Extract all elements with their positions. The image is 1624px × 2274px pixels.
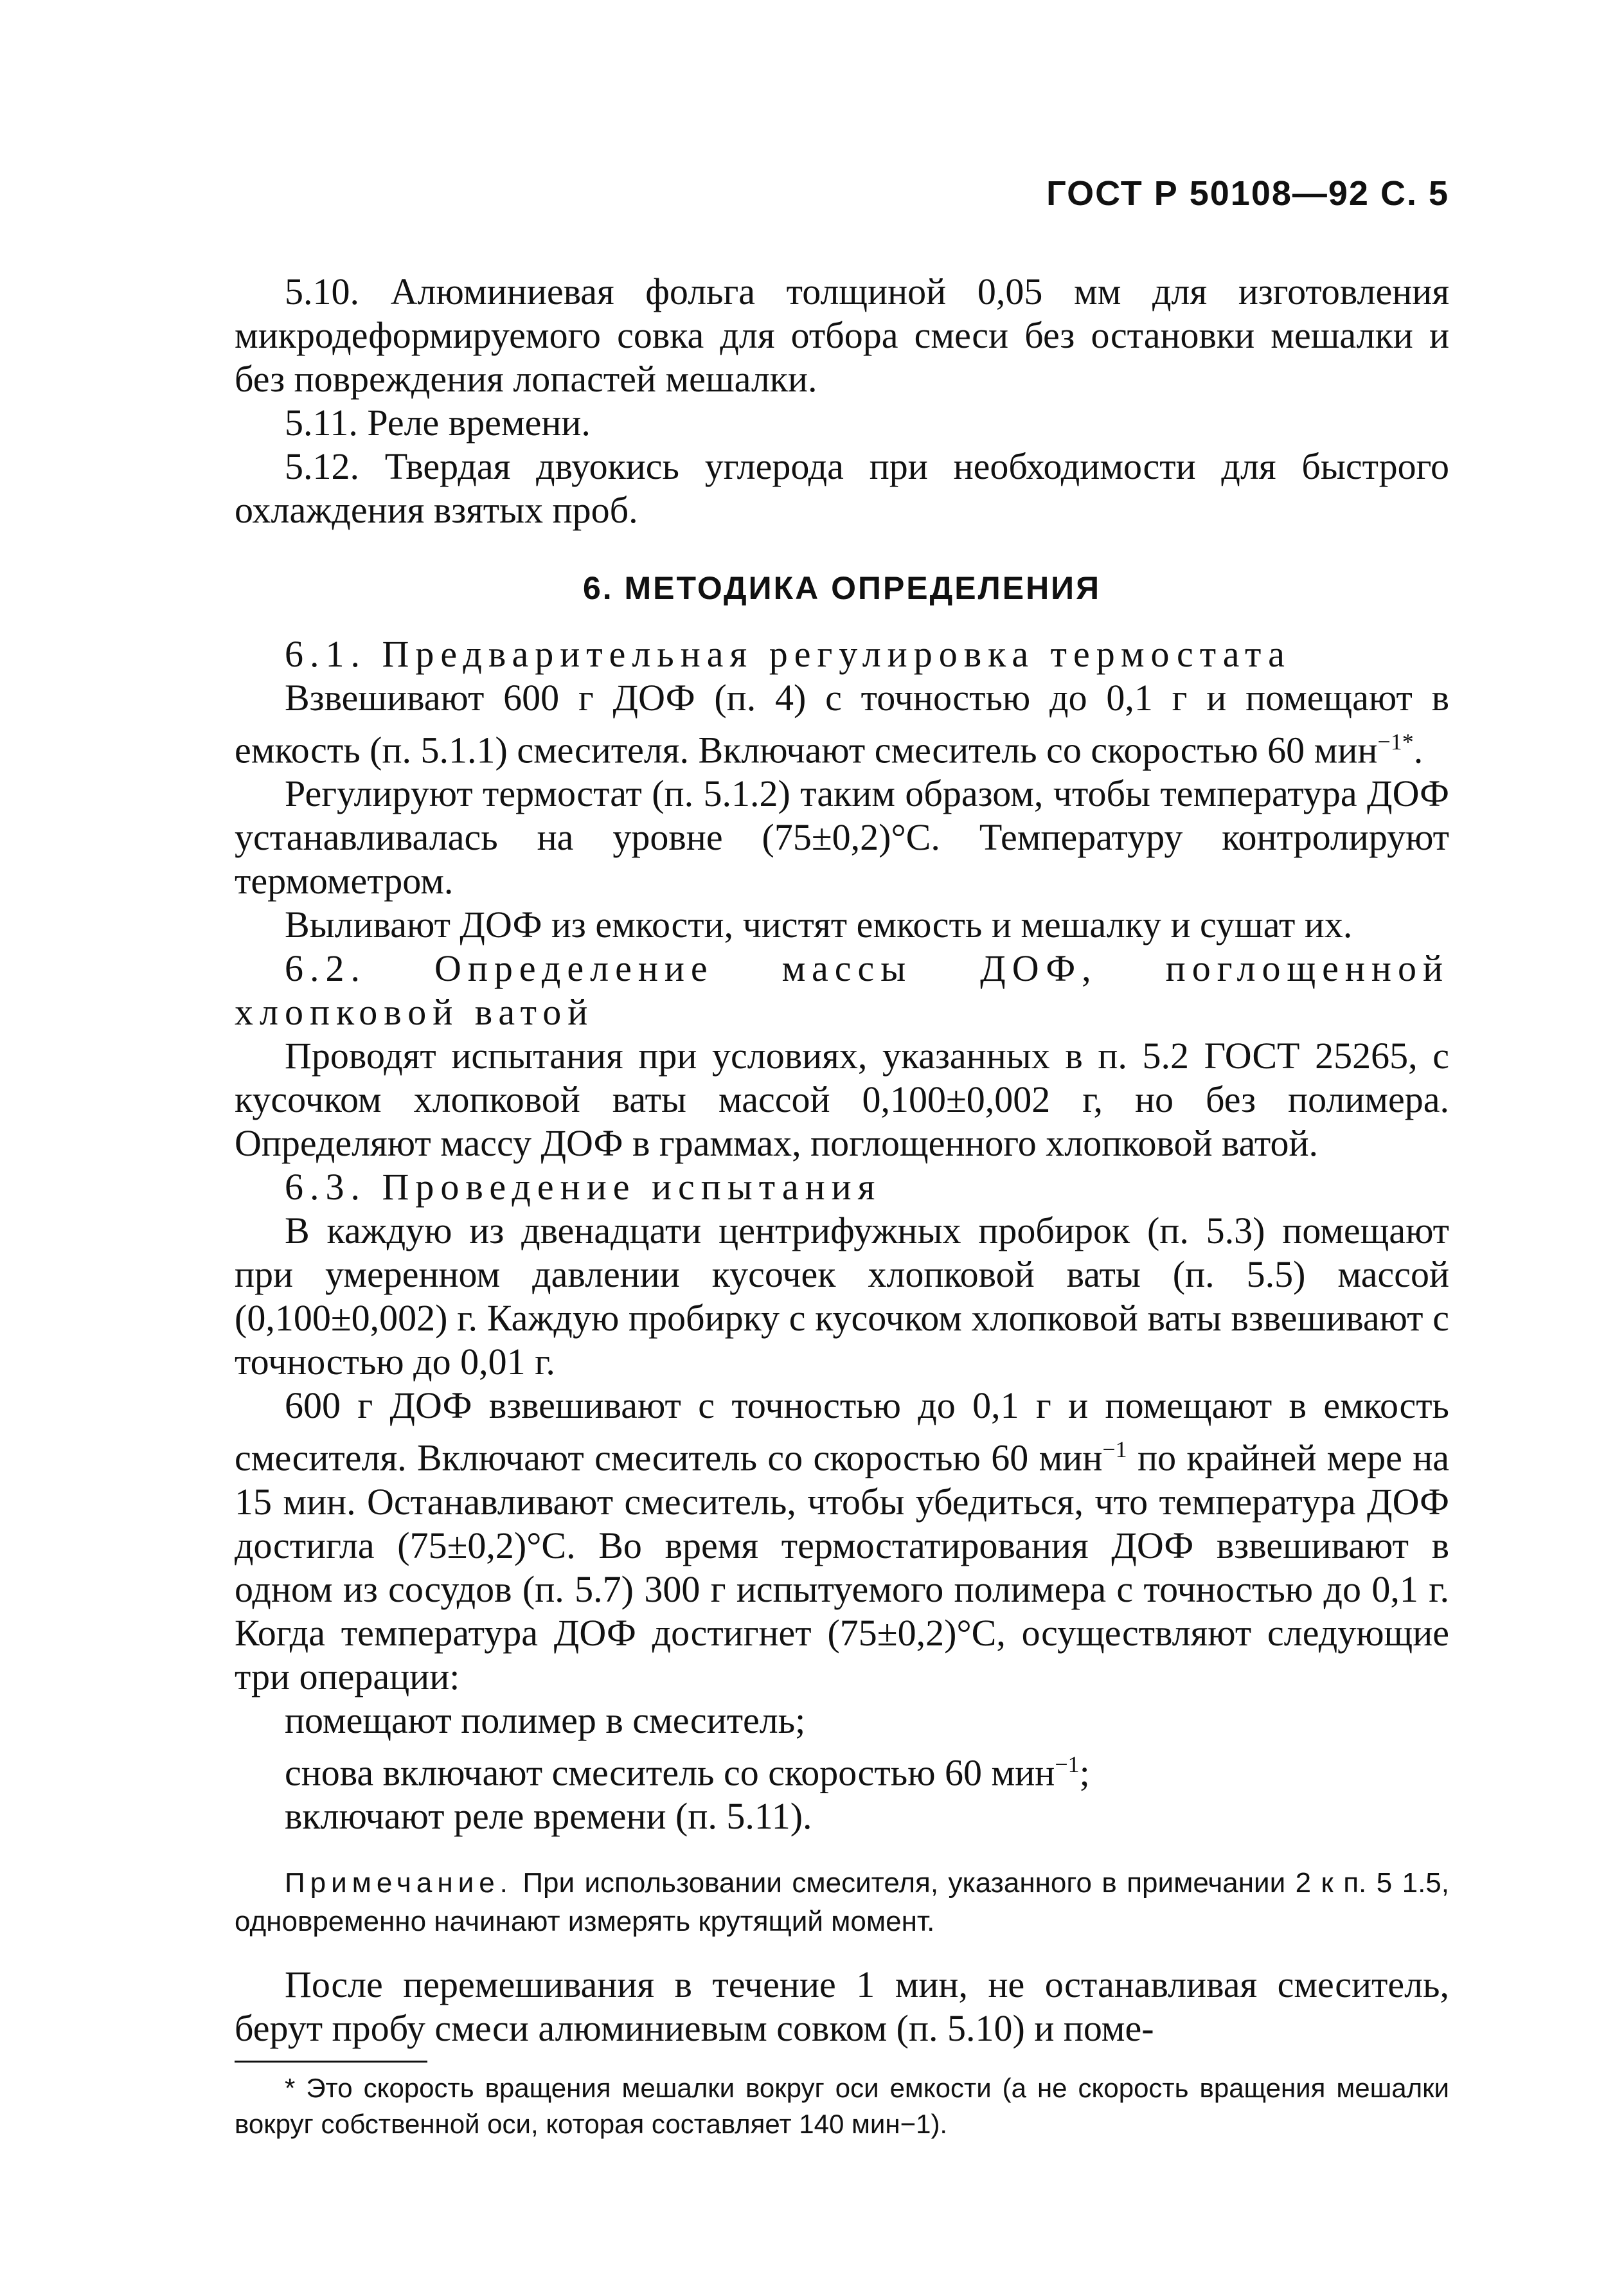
subsection-6-1-text-3: Выливают ДОФ из емкости, чистят емкость и мешалку и сушат их. <box>285 904 1353 946</box>
paragraph-5-10: 5.10. Алюминиевая фольга толщиной 0,05 мм для изготовления микродеформируемого совка для отбора смеси без остановки мешалки и без повреждения лопастей мешалки. <box>235 271 1449 400</box>
text-part: по крайней мере на 15 мин. Останавливают смеситель, чтобы убедиться, что температура ДОФ достигла (75±0,2)°С. Во время термостатирования ДОФ взвешивают в одном из сосудов (п. 5.7) 300 г испытуемого полимера с точностью до 0,1 г. Когда температура ДОФ достигнет (75±0,2)°С, осуществляют следующие три операции: <box>235 1437 1449 1697</box>
text-part: Взвешивают 600 г ДОФ (п. 4) с точностью до 0,1 г и помещают в емкость (п. 5.1.1) смесителя. Включают смеситель со скоростью 60 мин <box>235 677 1449 771</box>
subsection-6-1-text-2: Регулируют термостат (п. 5.1.2) таким образом, чтобы температура ДОФ устанавливалась на уровне (75±0,2)°С. Температуру контролируют термометром. <box>235 773 1449 902</box>
text-part: снова включают смеситель со скоростью 60 мин <box>285 1751 1055 1793</box>
note-label: Примечание. <box>285 1867 513 1899</box>
subsection-6-1-text-1 <box>235 676 1449 772</box>
text-part: . <box>1413 729 1423 771</box>
operation-3: включают реле времени (п. 5.11). <box>285 1795 812 1837</box>
text-part: 600 г ДОФ взвешивают с точностью до 0,1 г и помещают в емкость смесителя. Включают смеситель со скоростью 60 мин <box>235 1384 1449 1479</box>
page-header: ГОСТ Р 50108—92 С. 5 <box>1046 174 1449 213</box>
footnote-divider <box>235 2061 427 2063</box>
page-content <box>235 270 1449 2142</box>
operation-1: помещают полимер в смеситель; <box>285 1699 806 1741</box>
superscript: −1 <box>1055 1751 1080 1777</box>
section-6-title: 6. МЕТОДИКА ОПРЕДЕЛЕНИЯ <box>582 570 1102 606</box>
note-text: При использовании смесителя, указанного в примечании 2 к п. 5 1.5, одновременно начинают измерять крутящий момент. <box>235 1867 1449 1937</box>
subsection-6-3-text-3: После перемешивания в течение 1 мин, не останавливая смеситель, берут пробу смеси алюминиевым совком (п. 5.10) и поме- <box>235 1963 1449 2049</box>
subsection-6-3-text-2 <box>235 1384 1449 1698</box>
subsection-6-3-heading: 6.3. Проведение испытания <box>285 1166 882 1208</box>
subsection-6-1-heading: 6.1. Предварительная регулировка термостата <box>285 633 1291 675</box>
paragraph-5-11: 5.11. Реле времени. <box>285 402 591 443</box>
paragraph-5-12: 5.12. Твердая двуокись углерода при необходимости для быстрого охлаждения взятых проб. <box>235 445 1449 531</box>
note <box>235 1864 1449 1941</box>
superscript: −1 <box>1102 1437 1127 1463</box>
text-part: ; <box>1079 1751 1090 1793</box>
footnote: * Это скорость вращения мешалки вокруг оси емкости (а не скорость вращения мешалки вокруг собственной оси, которая составляет 140 мин−1). <box>235 2072 1449 2139</box>
subsection-6-2-text: Проводят испытания при условиях, указанных в п. 5.2 ГОСТ 25265, с кусочком хлопковой ваты массой 0,100±0,002 г, но без полимера. Определяют массу ДОФ в граммах, поглощенного хлопковой ватой. <box>235 1035 1449 1165</box>
superscript: −1* <box>1377 729 1414 755</box>
subsection-6-2-heading: 6.2. Определение массы ДОФ, поглощенной хлопковой ватой <box>235 947 1449 1034</box>
subsection-6-3-text-1: В каждую из двенадцати центрифужных пробирок (п. 5.3) помещают при умеренном давлении кусочек хлопковой ваты (п. 5.5) массой (0,100±0,002) г. Каждую пробирку с кусочком хлопковой ваты взвешивают с точностью до 0,01 г. <box>235 1210 1449 1383</box>
operation-2 <box>235 1742 1449 1795</box>
